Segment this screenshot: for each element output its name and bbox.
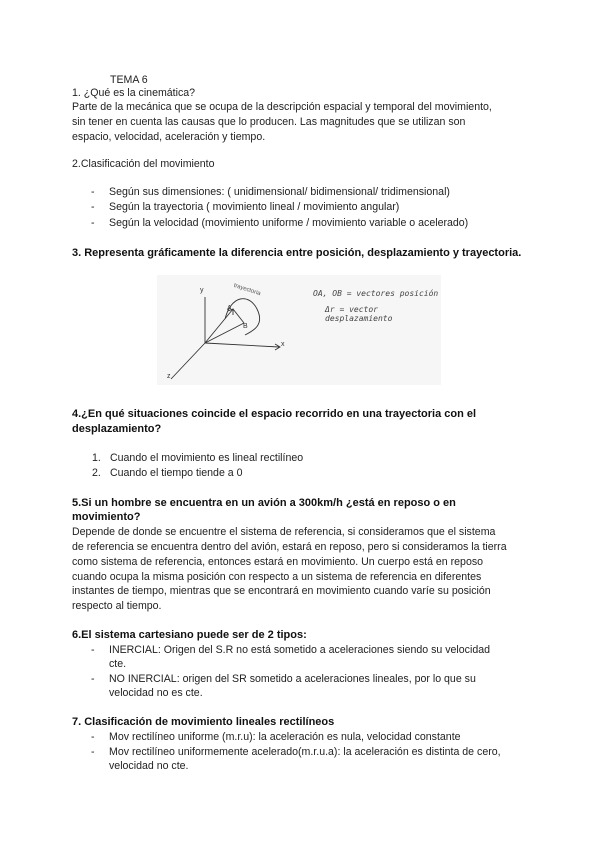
q4-title-line-1: 4.¿En qué situaciones coincide el espacio recorrido en una trayectoria con el [72,408,477,420]
trajectory-label: trayectoria [232,282,262,298]
q5-line-3: como sistema de referencia, entonces estará en movimiento. Un cuerpo está en reposo [72,556,484,568]
q1-line-2: sin tener en cuenta las causas que lo producen. Las magnitudes que se utilizan son [72,116,466,128]
q1-title: 1. ¿Qué es la cinemática? [72,87,196,99]
bullet-dash: - [91,186,95,198]
sketch-note-2: Δr = vector desplazamiento [325,305,393,323]
q3-title: 3. Representa gráficamente la diferencia entre posición, desplazamiento y trayectoria. [72,247,522,259]
point-a-label: A [227,305,232,312]
x-axis-label: x [281,341,285,348]
q2-bullet-3: Según la velocidad (movimiento uniforme / movimiento variable o acelerado) [109,217,469,229]
bullet-dash: - [91,731,95,743]
vector-ob [205,323,244,343]
q5-line-4: cuando ocupa la misma posición con respecto a un sistema de referencia en diferentes [72,571,482,583]
vector-displacement [233,309,244,323]
q2-title: 2.Clasificación del movimiento [72,158,215,170]
topic-heading: TEMA 6 [110,74,148,86]
q7-bullet-2-cont: velocidad no cte. [109,760,189,772]
q4-item-1: Cuando el movimiento es lineal rectilíneo [110,452,304,464]
q7-title: 7. Clasificación de movimiento lineales rectilíneos [72,716,335,728]
sketch-figure [157,275,441,385]
q6-bullet-2: NO INERCIAL: origen del SR sometido a aceleraciones lineales, por lo que su [109,673,476,685]
y-axis-label: y [200,287,204,294]
q6-title: 6.El sistema cartesiano puede ser de 2 tipos: [72,629,307,641]
q1-line-1: Parte de la mecánica que se ocupa de la descripción espacial y temporal del movimiento, [72,101,492,113]
q6-bullet-1: INERCIAL: Origen del S.R no está sometido a aceleraciones siendo su velocidad [109,644,490,656]
bullet-dash: - [91,746,95,758]
z-axis-label: z [167,373,171,380]
vector-oa [205,309,233,343]
q5-line-1: Depende de donde se encuentre el sistema de referencia, si consideramos que el sistema [72,526,496,538]
sketch-note-1: OA, OB = vectores posición [313,289,439,298]
q5-title-line-2: movimiento? [72,511,141,523]
q5-line-2: de referencia se encuentra dentro del avión, estará en reposo, pero si consideramos la tierra [72,541,507,553]
q7-bullet-2: Mov rectilíneo uniformemente acelerado(m.r.u.a): la aceleración es distinta de cero, [109,746,501,758]
q2-bullet-1: Según sus dimensiones: ( unidimensional/ bidimensional/ tridimensional) [109,186,450,198]
bullet-dash: - [91,217,95,229]
q6-bullet-2-cont: velocidad no es cte. [109,687,203,699]
q5-line-5: instantes de tiempo, mientras que se encontrará en movimiento cuando varíe su posición [72,585,491,597]
q1-line-3: espacio, velocidad, aceleración y tiempo. [72,131,266,143]
z-axis-line [171,343,205,379]
x-axis-line [205,343,279,347]
q2-bullet-2: Según la trayectoria ( movimiento lineal / movimiento angular) [109,201,400,213]
q6-bullet-1-cont: cte. [109,658,127,670]
bullet-dash: - [91,644,95,656]
q5-title-line-1: 5.Si un hombre se encuentra en un avión a 300km/h ¿está en reposo o en [72,497,456,509]
q4-item-2-number: 2. [92,467,101,479]
bullet-dash: - [91,673,95,685]
bullet-dash: - [91,201,95,213]
q4-item-2: Cuando el tiempo tiende a 0 [110,467,243,479]
q5-line-6: respecto al tiempo. [72,600,162,612]
q4-title-line-2: desplazamiento? [72,423,162,435]
q4-item-1-number: 1. [92,452,101,464]
q7-bullet-1: Mov rectilíneo uniforme (m.r.u): la aceleración es nula, velocidad constante [109,731,461,743]
point-b-label: B [243,323,248,330]
